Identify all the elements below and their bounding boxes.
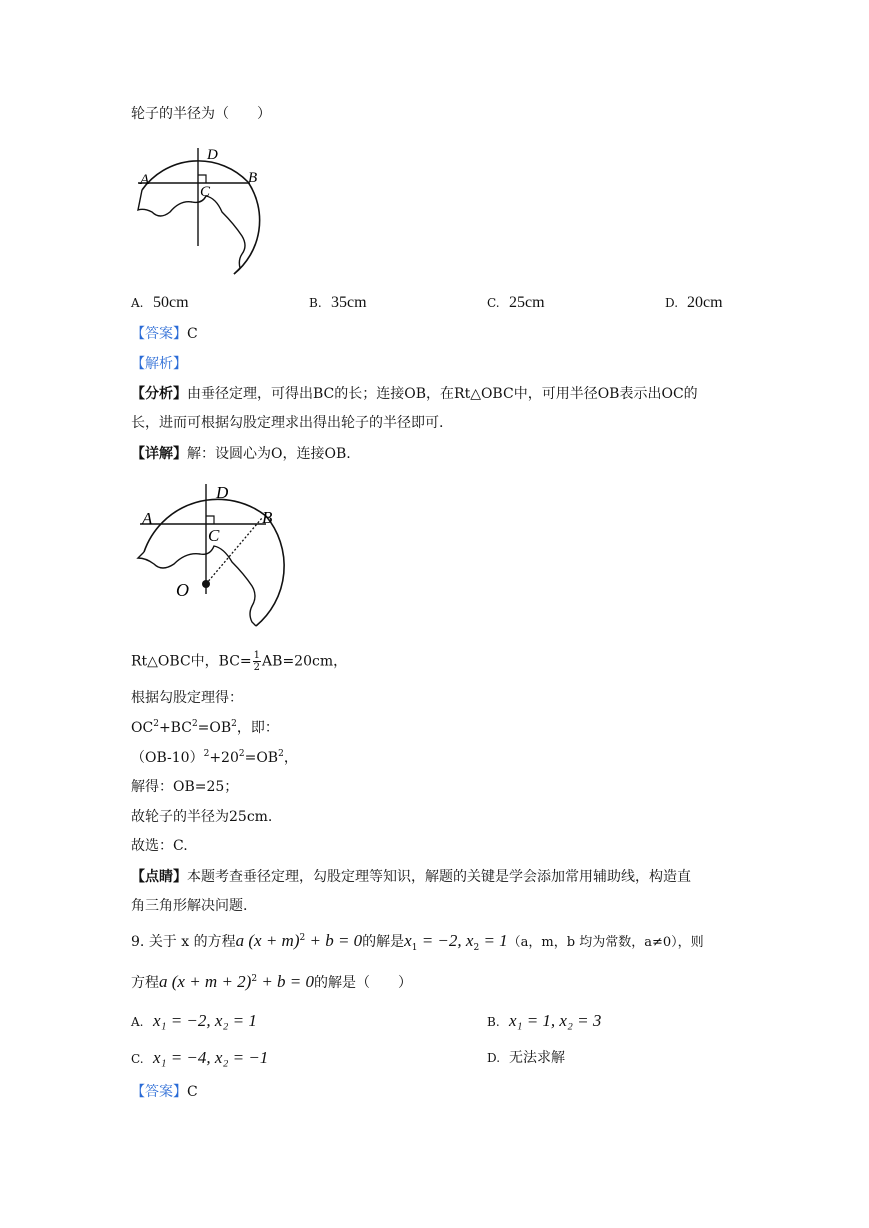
q9-option-d-label: D. xyxy=(487,1051,501,1065)
q9-answer-value: C xyxy=(187,1084,198,1100)
fraction-denominator: 2 xyxy=(253,662,261,673)
fenxi-line-1 xyxy=(131,384,698,404)
q9-stem-pre: 关于 x 的方程 xyxy=(148,934,236,950)
option-b-value: 35cm xyxy=(331,294,367,311)
q9-eq1: a (x + m) xyxy=(235,931,300,950)
step-3-bc: +BC xyxy=(158,720,192,736)
label-d: D xyxy=(207,147,218,163)
q9-line-2 xyxy=(131,970,412,995)
wheel-figure-2 xyxy=(130,476,290,636)
label-b: B xyxy=(248,170,258,186)
dianjing-tag: 【点睛】 xyxy=(131,869,187,885)
step-4-a: （OB-10） xyxy=(131,750,204,766)
step-6: 故轮子的半径为25cm. xyxy=(131,809,273,825)
step-3 xyxy=(131,718,279,738)
q9-sol1-end: = 1 xyxy=(479,931,508,950)
dianjing-line-2: 角三角形解决问题. xyxy=(131,898,248,914)
q9-answer-line xyxy=(131,1082,198,1102)
q9-line-1: 9. 关于 x 的方程a $(x + m)^2 + b = 0$的解是$x_1 = -2$, $x_2 = 1(a$，m，b 均为常数，a≠0），则 xyxy=(131,931,704,953)
q9-option-a-value: x₁ = −2, x₂ = 1 xyxy=(153,1011,257,1030)
exp-2: 2 xyxy=(191,719,198,729)
question-stem-end: 轮子的半径为（ ） xyxy=(131,106,271,122)
q9-option-c xyxy=(131,1047,268,1070)
dianjing-line-1 xyxy=(131,867,691,887)
option-b-label: B. xyxy=(309,296,322,310)
step-5: 解得：OB=25； xyxy=(131,779,239,795)
label-c: C xyxy=(208,526,220,545)
option-c-label: C. xyxy=(487,296,500,310)
step-1 xyxy=(131,650,347,673)
option-a-value: 50cm xyxy=(153,294,189,311)
option-c-value: 25cm xyxy=(509,294,545,311)
fenxi-tag: 【分析】 xyxy=(131,386,187,402)
step-4 xyxy=(131,748,298,768)
q9-option-a-label: A. xyxy=(131,1015,144,1029)
option-a-label: A. xyxy=(131,296,144,310)
exp-3: 2 xyxy=(231,719,237,729)
q9-stem-mid: 的解是 xyxy=(362,934,405,950)
q9-eq2-tail: + b = 0 xyxy=(257,972,315,991)
step-3-ob: =OB xyxy=(197,720,232,736)
analysis-heading xyxy=(131,354,187,374)
q9-option-d xyxy=(487,1047,565,1069)
step-7: 故选：C. xyxy=(131,838,188,854)
step-4-d: ， xyxy=(283,750,298,766)
step-2: 根据勾股定理得： xyxy=(131,690,243,706)
q9-eq2-exp: 2 xyxy=(251,974,258,984)
fraction-half xyxy=(253,650,261,673)
exp-4: 2 xyxy=(203,749,210,759)
label-o: O xyxy=(176,580,189,600)
answer-tag: 【答案】 xyxy=(131,326,187,342)
q9-sol1-tail: = −2, x xyxy=(417,931,474,950)
step-3-tail: ，即： xyxy=(236,720,279,736)
xiangjie-tag: 【详解】 xyxy=(131,446,187,462)
xiangjie-text: 解：设圆心为O，连接OB. xyxy=(187,446,351,462)
exp-1: 2 xyxy=(153,719,159,729)
step-4-c: =OB xyxy=(244,750,279,766)
q9-stem-cond: （a，m，b 均为常数，a≠0），则 xyxy=(507,935,704,950)
q9-eq1-exp: 2 xyxy=(299,933,306,943)
label-a: A xyxy=(142,509,153,528)
q9-option-a xyxy=(131,1010,257,1033)
q9-option-c-label: C. xyxy=(131,1052,144,1066)
q9-line2-post: 的解是（ ） xyxy=(314,975,413,991)
q9-number: 9. xyxy=(131,934,145,950)
step-4-b: +20 xyxy=(209,750,239,766)
q9-option-c-value: x₁ = −4, x₂ = −1 xyxy=(153,1048,269,1067)
label-c: C xyxy=(200,184,211,200)
fraction-numerator: 1 xyxy=(253,650,261,661)
xiangjie-line xyxy=(131,444,351,464)
q9-option-d-value: 无法求解 xyxy=(509,1050,565,1066)
step-3-oc: OC xyxy=(131,720,154,736)
q9-eq2: a (x + m + 2) xyxy=(159,972,252,991)
fenxi-line-2: 长，进而可根据勾股定理求出得出轮子的半径即可. xyxy=(131,415,444,431)
option-a xyxy=(131,292,189,314)
fenxi-text-1: 由垂径定理，可得出BC的长；连接OB，在Rt△OBC中，可用半径OB表示出OC的 xyxy=(187,386,698,402)
q9-answer-tag: 【答案】 xyxy=(131,1084,187,1100)
answer-value: C xyxy=(187,326,198,342)
label-b: B xyxy=(262,508,273,527)
answer-line xyxy=(131,324,198,344)
exp-6: 2 xyxy=(278,749,284,759)
step-1-post: AB=20cm， xyxy=(262,653,348,670)
exp-5: 2 xyxy=(238,749,245,759)
option-d-label: D. xyxy=(665,296,679,310)
option-d xyxy=(665,292,723,314)
q9-option-b-label: B. xyxy=(487,1015,500,1029)
q9-option-b xyxy=(487,1010,601,1033)
q9-sol1: x xyxy=(404,931,412,950)
q9-line2-pre: 方程 xyxy=(131,975,159,991)
analysis-tag: 【解析】 xyxy=(131,356,187,372)
q9-option-b-value: x₁ = 1, x₂ = 3 xyxy=(509,1011,602,1030)
step-1-pre: Rt△OBC中，BC= xyxy=(131,653,252,670)
wheel-figure-1 xyxy=(130,140,270,280)
option-d-value: 20cm xyxy=(687,294,723,311)
label-a: A xyxy=(140,172,150,188)
dianjing-text-1: 本题考查垂径定理，勾股定理等知识，解题的关键是学会添加常用辅助线，构造直 xyxy=(187,869,691,885)
q9-eq1-tail: + b = 0 xyxy=(305,931,363,950)
option-c xyxy=(487,292,545,314)
label-d: D xyxy=(216,483,229,502)
option-b xyxy=(309,292,367,314)
